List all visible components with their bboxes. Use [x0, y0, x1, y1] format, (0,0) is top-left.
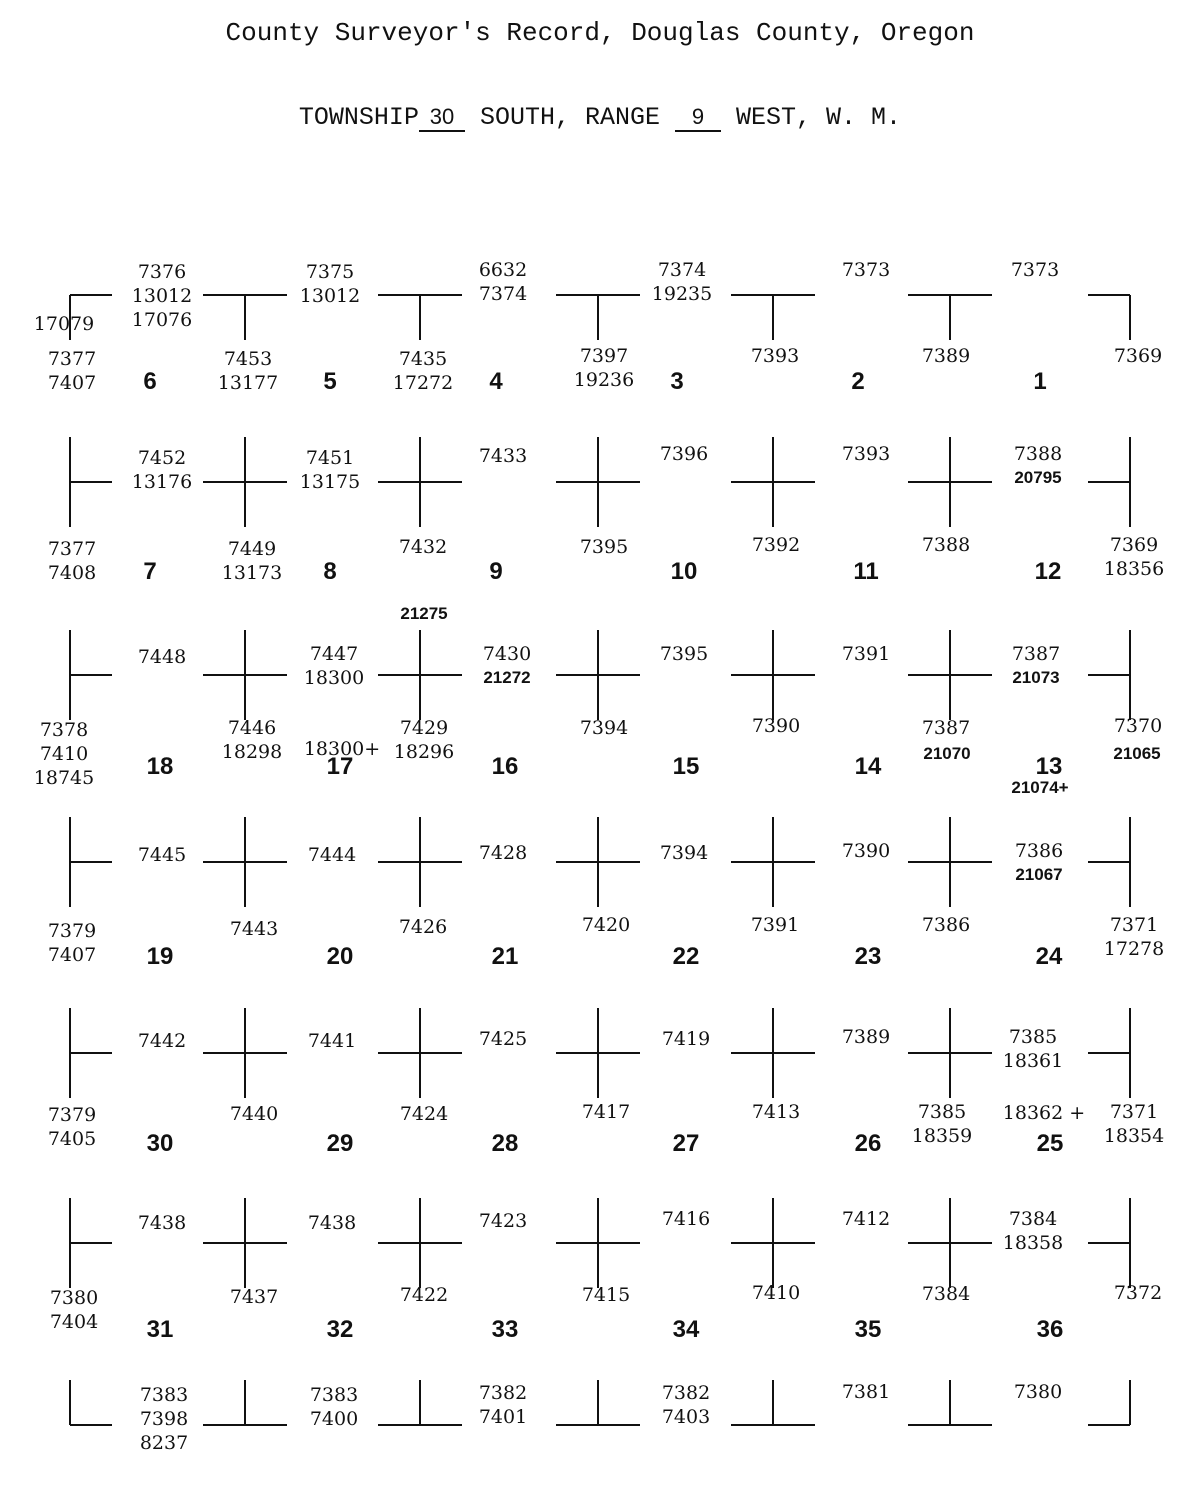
survey-number: [479, 444, 527, 468]
survey-number: [842, 258, 890, 282]
survey-number-line: 18354: [1103, 1125, 1165, 1147]
survey-number: [1114, 344, 1162, 368]
survey-number-line: 7370: [1113, 715, 1163, 737]
survey-number-line: 7428: [478, 842, 528, 864]
survey-number-line: 7412: [841, 1208, 891, 1230]
survey-number: [399, 915, 447, 939]
survey-number-line: 8237: [139, 1432, 189, 1454]
section-number: 29: [326, 1130, 354, 1157]
survey-number-line: 7376: [137, 261, 187, 283]
survey-number-line: 7384: [921, 1283, 971, 1305]
survey-number-line: 7438: [137, 1212, 187, 1234]
survey-number: [662, 1381, 710, 1429]
survey-number: [922, 344, 970, 368]
survey-number-line: 7372: [1113, 1282, 1163, 1304]
survey-number-line: 7389: [841, 1026, 891, 1048]
section-number: 21: [491, 943, 519, 970]
survey-number-line: 7413: [751, 1101, 801, 1123]
survey-number: [1113, 742, 1160, 766]
survey-number-line: 20795: [1014, 468, 1062, 487]
survey-number-line: 7394: [579, 717, 629, 739]
section-number: 12: [1034, 558, 1062, 585]
survey-number-line: 7382: [661, 1382, 711, 1404]
survey-number-line: 7437: [229, 1286, 279, 1308]
survey-number-line: 7444: [307, 844, 357, 866]
survey-number-line: 7396: [659, 443, 709, 465]
section-number: 14: [854, 753, 882, 780]
survey-number-line: 7422: [399, 1284, 449, 1306]
survey-number: [842, 1380, 890, 1404]
survey-number: [574, 344, 634, 392]
township-value: 30: [419, 104, 465, 132]
survey-number: [842, 442, 890, 466]
survey-number-line: 7449: [227, 538, 277, 560]
survey-number: [1104, 913, 1164, 961]
survey-number-line: 21073: [1012, 668, 1060, 687]
survey-number: [48, 537, 96, 585]
survey-number: [138, 843, 186, 867]
survey-number-line: 7388: [921, 534, 971, 556]
section-number: 13: [1035, 753, 1063, 780]
survey-number-line: 7404: [49, 1311, 99, 1333]
survey-number: [751, 913, 799, 937]
survey-number-line: 21067: [1015, 865, 1063, 884]
section-number: 3: [670, 368, 684, 395]
section-number: 10: [670, 558, 698, 585]
survey-number-line: 7380: [1013, 1381, 1063, 1403]
survey-number-line: 7440: [229, 1103, 279, 1125]
survey-number: [300, 260, 360, 308]
section-number: 23: [854, 943, 882, 970]
survey-number-line: 7392: [751, 534, 801, 556]
survey-number-line: 7420: [581, 914, 631, 936]
survey-number: [222, 716, 282, 764]
section-number: 18: [146, 753, 174, 780]
survey-number: [304, 642, 364, 690]
survey-number-line: 7385: [1008, 1026, 1058, 1048]
survey-number-line: 18358: [1002, 1232, 1064, 1254]
survey-number-line: 7405: [47, 1128, 97, 1150]
survey-number: [752, 533, 800, 557]
survey-number-line: 7433: [478, 445, 528, 467]
survey-number-line: 7374: [478, 283, 528, 305]
survey-number: [1015, 839, 1063, 887]
range-value: 9: [675, 104, 721, 132]
survey-number-line: 7429: [399, 717, 449, 739]
survey-number-line: 18359: [911, 1125, 973, 1147]
survey-number: [308, 1029, 356, 1053]
survey-number: [922, 1282, 970, 1306]
survey-number-line: 7395: [659, 643, 709, 665]
survey-number: [230, 1102, 278, 1126]
survey-number-line: 7369: [1109, 534, 1159, 556]
survey-number-line: 18356: [1103, 558, 1165, 580]
survey-number: [752, 714, 800, 738]
survey-number: [399, 535, 447, 559]
survey-number: [222, 537, 282, 585]
survey-number-line: 17272: [392, 372, 454, 394]
survey-number-line: 19235: [651, 283, 713, 305]
meridian-label: WEST, W. M.: [736, 103, 902, 132]
survey-number-line: 7387: [1011, 643, 1061, 665]
survey-number: [48, 919, 96, 967]
survey-number-line: 7381: [841, 1381, 891, 1403]
survey-number: [582, 913, 630, 937]
survey-number-line: 7424: [399, 1103, 449, 1125]
survey-number: [479, 1381, 527, 1429]
section-number: 7: [143, 558, 157, 585]
section-number: 36: [1036, 1316, 1064, 1343]
survey-number: [922, 533, 970, 557]
survey-number-line: 7445: [137, 844, 187, 866]
survey-number: [1012, 642, 1060, 690]
section-number: 22: [672, 943, 700, 970]
survey-number: [140, 1383, 188, 1455]
survey-number: [922, 913, 970, 937]
section-number: 31: [146, 1316, 174, 1343]
survey-number: [752, 1100, 800, 1124]
survey-number-line: 7451: [305, 447, 355, 469]
survey-number: [582, 1100, 630, 1124]
section-number: 27: [672, 1130, 700, 1157]
survey-number-line: 7373: [841, 259, 891, 281]
survey-number: [48, 347, 96, 395]
survey-number-line: 13176: [131, 471, 193, 493]
section-number: 16: [491, 753, 519, 780]
survey-number-line: 7401: [478, 1406, 528, 1428]
survey-number: [842, 642, 890, 666]
survey-number-line: 7379: [47, 920, 97, 942]
section-number: 33: [491, 1316, 519, 1343]
survey-number-line: 7383: [309, 1384, 359, 1406]
survey-number-line: 18362 +: [1002, 1102, 1086, 1124]
survey-number-line: 7388: [1013, 443, 1063, 465]
survey-number: [1104, 533, 1164, 581]
survey-number-line: 7369: [1113, 345, 1163, 367]
survey-number-line: 21074+: [1011, 778, 1069, 797]
range-label: SOUTH, RANGE: [479, 103, 660, 132]
survey-number-line: 7382: [478, 1382, 528, 1404]
survey-number: [479, 841, 527, 865]
survey-number-line: 7426: [398, 916, 448, 938]
survey-number: [34, 312, 94, 336]
survey-number-line: 7377: [47, 538, 97, 560]
survey-number-line: 7384: [1008, 1208, 1058, 1230]
survey-number-line: 7393: [841, 443, 891, 465]
survey-number: [138, 1211, 186, 1235]
survey-number: [1011, 258, 1059, 282]
survey-number: [310, 1383, 358, 1431]
survey-number-line: 7389: [921, 345, 971, 367]
section-number: 30: [146, 1130, 174, 1157]
survey-number-line: 7452: [137, 447, 187, 469]
survey-number-line: 7395: [579, 536, 629, 558]
survey-number: [218, 347, 278, 395]
survey-number-line: 7403: [661, 1406, 711, 1428]
survey-number: [1003, 1101, 1085, 1125]
survey-number: [1014, 442, 1062, 490]
survey-number-line: 13012: [131, 285, 193, 307]
survey-number: [138, 1029, 186, 1053]
survey-number-line: 21070: [923, 744, 971, 763]
survey-number-line: 7417: [581, 1101, 631, 1123]
survey-number-line: 18296: [393, 741, 455, 763]
section-number: 15: [672, 753, 700, 780]
survey-number: [842, 839, 890, 863]
survey-number: [479, 1027, 527, 1051]
survey-number: [132, 446, 192, 494]
survey-number: [662, 1207, 710, 1231]
document-title: County Surveyor's Record, Douglas County, Oregon: [225, 18, 975, 48]
survey-number-line: 7380: [49, 1287, 99, 1309]
survey-number-line: 7390: [841, 840, 891, 862]
survey-number: [660, 442, 708, 466]
survey-number-line: 7446: [227, 717, 277, 739]
survey-number: [479, 258, 527, 306]
survey-number: [483, 642, 531, 690]
survey-number: [580, 716, 628, 740]
survey-number-line: 7435: [398, 348, 448, 370]
survey-number-line: 18745: [33, 767, 95, 789]
section-number: 25: [1036, 1130, 1064, 1157]
survey-number-line: 7410: [751, 1282, 801, 1304]
survey-number-line: 7393: [750, 345, 800, 367]
survey-number: [580, 535, 628, 559]
survey-number-line: 7377: [47, 348, 97, 370]
section-number: 4: [489, 368, 503, 395]
survey-number-line: 7375: [305, 261, 355, 283]
survey-number-line: 7441: [307, 1030, 357, 1052]
survey-number-line: 7385: [917, 1101, 967, 1123]
survey-number-line: 18298: [221, 741, 283, 763]
survey-number-line: 7394: [659, 842, 709, 864]
survey-number-line: 7383: [139, 1384, 189, 1406]
survey-number-line: 7386: [921, 914, 971, 936]
survey-number: [132, 260, 192, 332]
survey-number-line: 7442: [137, 1030, 187, 1052]
survey-number: [842, 1025, 890, 1049]
section-number: 5: [323, 368, 337, 395]
survey-number: [1003, 1025, 1063, 1073]
survey-number: [300, 446, 360, 494]
survey-number: [660, 841, 708, 865]
survey-number-line: 7419: [661, 1028, 711, 1050]
survey-number: [1114, 714, 1162, 738]
survey-number-line: 13177: [217, 372, 279, 394]
survey-number: [1003, 1207, 1063, 1255]
survey-number-line: 7407: [47, 944, 97, 966]
survey-number-line: 7423: [478, 1210, 528, 1232]
survey-number: [912, 1100, 972, 1148]
survey-number-line: 7447: [309, 643, 359, 665]
survey-number-line: 7438: [307, 1212, 357, 1234]
survey-number: [1014, 1380, 1062, 1404]
survey-number-line: 13175: [299, 471, 361, 493]
section-number: 1: [1033, 368, 1047, 395]
survey-number: [662, 1027, 710, 1051]
section-number: 17: [326, 753, 354, 780]
survey-number: [582, 1283, 630, 1307]
survey-number: [752, 1281, 800, 1305]
section-number: 32: [326, 1316, 354, 1343]
survey-number-line: 21275: [400, 604, 448, 623]
survey-number-line: 7408: [47, 562, 97, 584]
survey-number: [400, 1283, 448, 1307]
survey-number: [230, 1285, 278, 1309]
section-number: 28: [491, 1130, 519, 1157]
survey-number-line: 17076: [131, 309, 193, 331]
survey-number-line: 7448: [137, 646, 187, 668]
survey-number-line: 13173: [221, 562, 283, 584]
survey-number: [922, 716, 970, 740]
section-number: 9: [489, 558, 503, 585]
survey-number-line: 7379: [47, 1104, 97, 1126]
survey-number: [34, 718, 94, 790]
survey-number: [652, 258, 712, 306]
survey-number-line: 7453: [223, 348, 273, 370]
section-number: 11: [853, 558, 879, 585]
section-number: 20: [326, 943, 354, 970]
survey-number: [660, 642, 708, 666]
survey-number-line: 7391: [841, 643, 891, 665]
survey-number-line: 7430: [482, 643, 532, 665]
survey-number: [1114, 1281, 1162, 1305]
survey-number-line: 7415: [581, 1284, 631, 1306]
survey-number-line: 7387: [921, 717, 971, 739]
section-number: 2: [851, 368, 865, 395]
survey-number: [308, 1211, 356, 1235]
survey-number: [400, 602, 447, 626]
section-number: 24: [1035, 943, 1063, 970]
survey-number: [394, 716, 454, 764]
survey-number: [923, 742, 970, 766]
survey-number: [751, 344, 799, 368]
survey-number: [50, 1286, 98, 1334]
section-number: 34: [672, 1316, 700, 1343]
survey-number: [230, 917, 278, 941]
survey-number-line: 7398: [139, 1408, 189, 1430]
survey-number-line: 7397: [579, 345, 629, 367]
survey-number-line: 21065: [1113, 744, 1161, 763]
survey-number-line: 7416: [661, 1208, 711, 1230]
survey-number: [842, 1207, 890, 1231]
survey-number-line: 7410: [39, 743, 89, 765]
survey-number-line: 17079: [33, 313, 95, 335]
survey-number-line: 7386: [1014, 840, 1064, 862]
section-number: 8: [323, 558, 337, 585]
survey-number-line: 7374: [657, 259, 707, 281]
survey-number-line: 7425: [478, 1028, 528, 1050]
survey-number-line: 18300: [303, 667, 365, 689]
survey-number-line: 7373: [1010, 259, 1060, 281]
survey-number-line: 7371: [1109, 1101, 1159, 1123]
survey-number-line: 6632: [478, 259, 528, 281]
survey-number: [1104, 1100, 1164, 1148]
survey-number: [308, 843, 356, 867]
survey-number-line: 19236: [573, 369, 635, 391]
survey-number-line: 18300+: [303, 738, 381, 760]
survey-number-line: 7400: [309, 1408, 359, 1430]
survey-number-line: 21272: [483, 668, 531, 687]
section-number: 19: [146, 943, 174, 970]
survey-number: [393, 347, 453, 395]
survey-number-line: 7443: [229, 918, 279, 940]
survey-number-line: 7407: [47, 372, 97, 394]
section-number: 26: [854, 1130, 882, 1157]
survey-number-line: 18361: [1002, 1050, 1064, 1072]
survey-number-line: 7371: [1109, 914, 1159, 936]
survey-number: [400, 1102, 448, 1126]
survey-number-line: 7391: [750, 914, 800, 936]
survey-number-line: 7378: [39, 719, 89, 741]
survey-number-line: 7390: [751, 715, 801, 737]
survey-number-line: 7432: [398, 536, 448, 558]
survey-number: [48, 1103, 96, 1151]
survey-number-line: 17278: [1103, 938, 1165, 960]
township-label: TOWNSHIP: [298, 103, 419, 132]
section-number: 35: [854, 1316, 882, 1343]
survey-number: [479, 1209, 527, 1233]
survey-number: [138, 645, 186, 669]
section-number: 6: [143, 368, 157, 395]
survey-number-line: 13012: [299, 285, 361, 307]
